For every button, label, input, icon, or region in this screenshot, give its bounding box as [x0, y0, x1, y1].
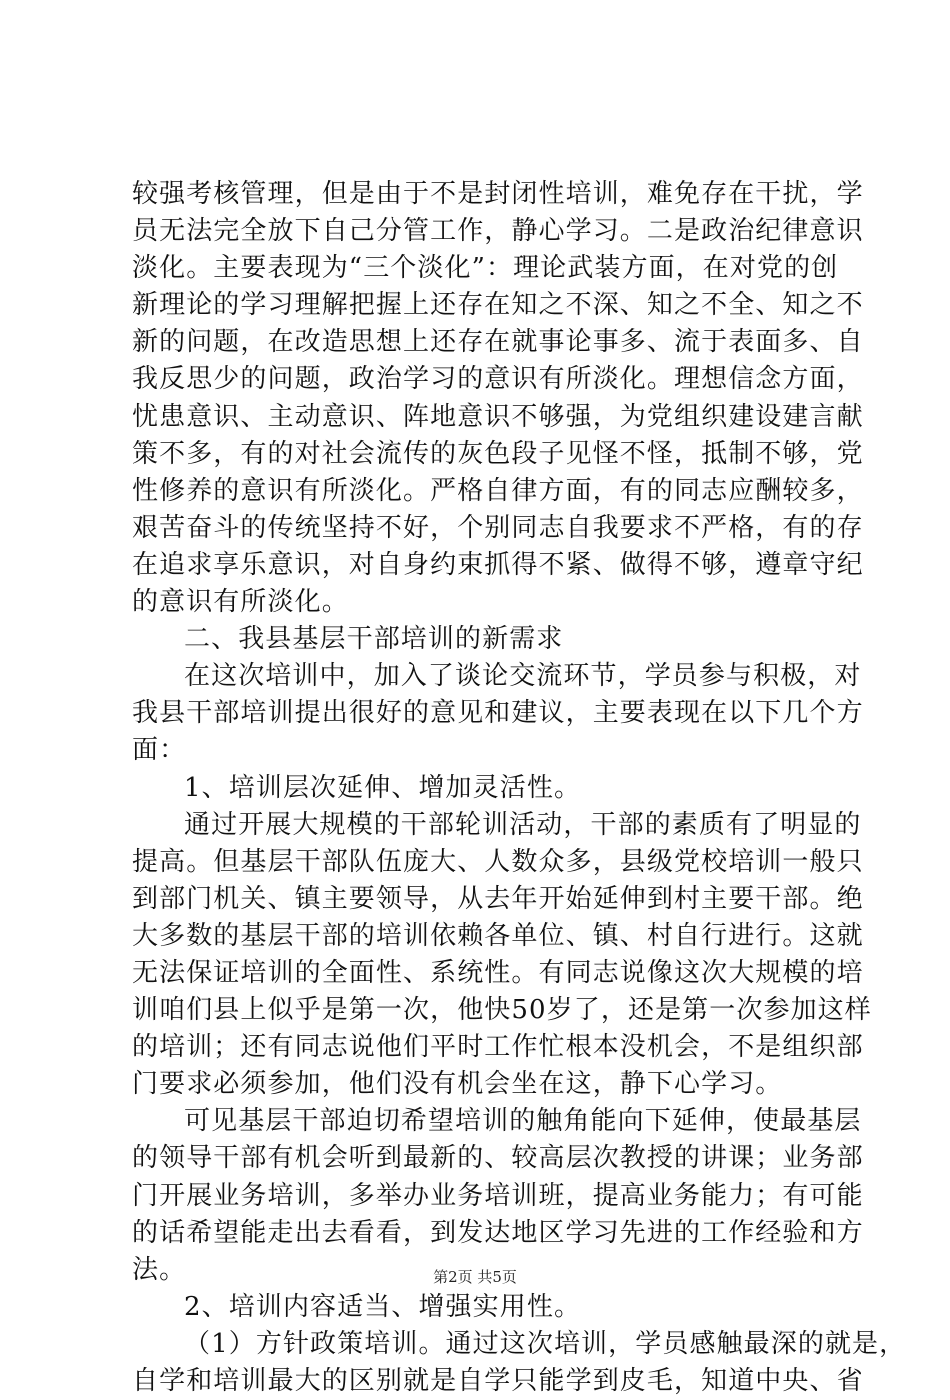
text-line: 无法保证培训的全面性、系统性。有同志说像这次大规模的培 [132, 957, 864, 988]
text-line: 法。 [132, 1254, 187, 1285]
text-line: 淡化。主要表现为“三个淡化”：理论武装方面，在对党的创 [132, 253, 839, 284]
text-line: 的培训；还有同志说他们平时工作忙根本没机会，不是组织部 [132, 1032, 864, 1063]
text-line: 2、培训内容适当、增强实用性。 [184, 1291, 582, 1322]
text-line: 大多数的基层干部的培训依赖各单位、镇、村自行进行。这就 [132, 920, 864, 951]
text-line: 提高。但基层干部队伍庞大、人数众多，县级党校培训一般只 [132, 846, 864, 877]
text-line: 二、我县基层干部培训的新需求 [184, 624, 564, 655]
text-line: 面： [132, 735, 187, 766]
text-line: 在这次培训中，加入了谈论交流环节，学员参与积极，对 [184, 661, 862, 692]
text-line: 的领导干部有机会听到最新的、较高层次教授的讲课；业务部 [132, 1143, 864, 1174]
text-line: 到部门机关、镇主要领导，从去年开始延伸到村主要干部。绝 [132, 883, 864, 914]
text-line: 自学和培训最大的区别就是自学只能学到皮毛，知道中央、省 [132, 1366, 864, 1396]
text-line: 门要求必须参加，他们没有机会坐在这，静下心学习。 [132, 1069, 783, 1100]
text-line: 忧患意识、主动意识、阵地意识不够强，为党组织建设建言献 [132, 401, 864, 432]
text-line: 的意识有所淡化。 [132, 587, 349, 618]
text-line: 新理论的学习理解把握上还存在知之不深、知之不全、知之不 [132, 290, 864, 321]
text-line: 门开展业务培训，多举办业务培训班，提高业务能力；有可能 [132, 1180, 864, 1211]
text-line: 1、培训层次延伸、增加灵活性。 [184, 772, 582, 803]
text-line: 训咱们县上似乎是第一次，他快50岁了，还是第一次参加这样 [132, 995, 872, 1026]
text-line: 新的问题，在改造思想上还存在就事论事多、流于表面多、自 [132, 327, 864, 358]
text-line: （1）方针政策培训。通过这次培训，学员感触最深的就是， [184, 1328, 907, 1359]
text-line: 性修养的意识有所淡化。严格自律方面，有的同志应酬较多， [132, 475, 864, 506]
text-line: 我反思少的问题，政治学习的意识有所淡化。理想信念方面， [132, 364, 864, 395]
text-line: 在追求享乐意识，对自身约束抓得不紧、做得不够，遵章守纪 [132, 549, 864, 580]
page-footer: 第2页 共5页 [433, 1268, 517, 1286]
text-line: 较强考核管理，但是由于不是封闭性培训，难免存在干扰，学 [132, 179, 864, 209]
text-line: 可见基层干部迫切希望培训的触角能向下延伸，使最基层 [184, 1106, 862, 1137]
text-line: 我县干部培训提出很好的意见和建议，主要表现在以下几个方 [132, 698, 864, 729]
text-line: 艰苦奋斗的传统坚持不好，个别同志自我要求不严格，有的存 [132, 512, 864, 543]
document-body [132, 176, 907, 1400]
text-line: 策不多，有的对社会流传的灰色段子见怪不怪，抵制不够，党 [132, 438, 864, 469]
text-line: 通过开展大规模的干部轮训活动，干部的素质有了明显的 [184, 809, 862, 840]
text-line: 员无法完全放下自己分管工作，静心学习。二是政治纪律意识 [132, 216, 864, 247]
text-line: 的话希望能走出去看看，到发达地区学习先进的工作经验和方 [132, 1217, 864, 1248]
